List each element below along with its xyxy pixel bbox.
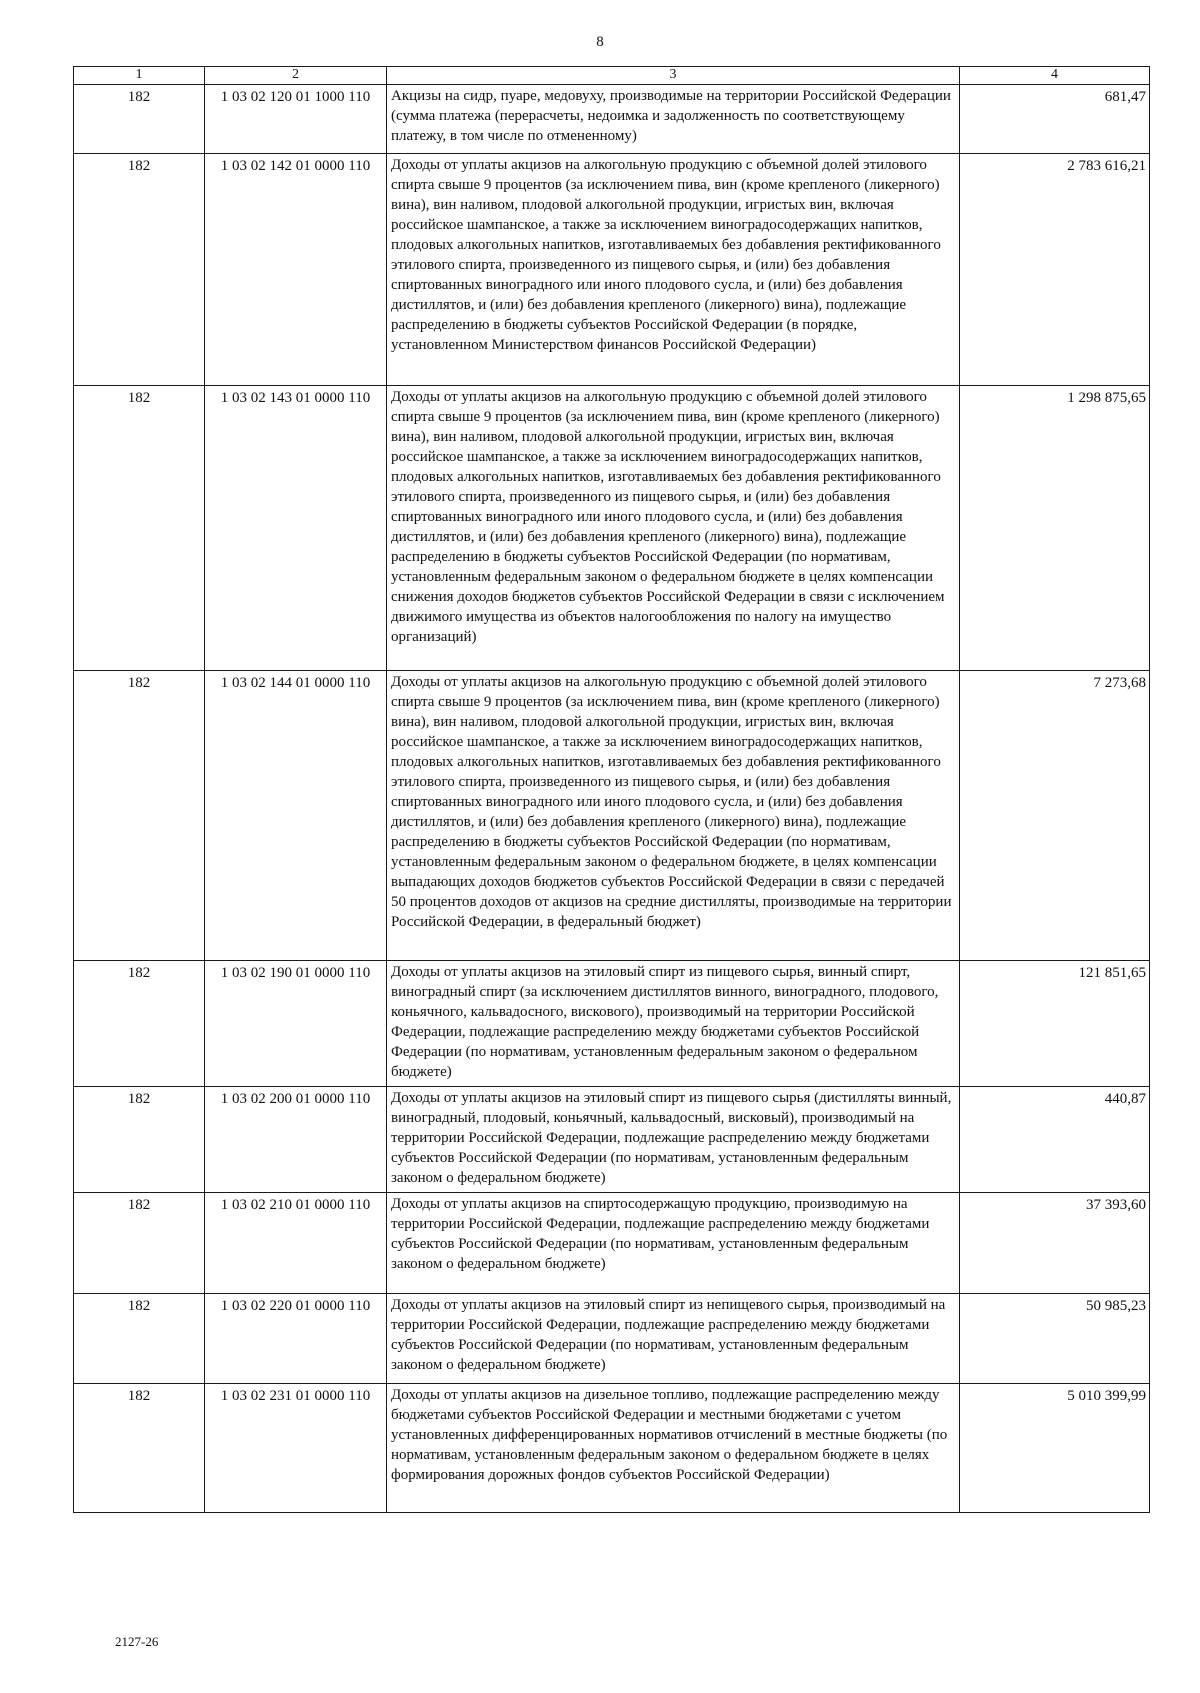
table-row (74, 1294, 1150, 1384)
admin-code-cell: 182 (74, 961, 205, 1087)
table-row (74, 671, 1150, 961)
description-cell: Доходы от уплаты акцизов на этиловый спирт из пищевого сырья, винный спирт, виноградный спирт (за исключением дистиллятов винного, виноградного, плодового, коньячного, кальвадосного, вискового), производимый на территории Российской Федерации, подлежащие распределению между бюджетами субъектов Российской Федерации (по нормативам, установленным федеральным законом о федеральном бюджете) (387, 961, 960, 1087)
admin-code-cell: 182 (74, 1294, 205, 1384)
admin-code-cell: 182 (74, 154, 205, 386)
admin-code-cell: 182 (74, 85, 205, 154)
column-header-1: 1 (74, 67, 205, 85)
description-cell: Доходы от уплаты акцизов на алкогольную продукцию с объемной долей этилового спирта свыше 9 процентов (за исключением пива, вин (кроме крепленого (ликерного) вина), вин наливом, плодовой алкогольной продукции, игристых вин, включая российское шампанское, а также за исключением виноградосодержащих напитков, плодовых алкогольных напитков, изготавливаемых без добавления ректификованного этилового спирта, произведенного из пищевого сырья, и (или) без добавления спиртованных виноградного или иного плодового сусла, и (или) без добавления дистиллятов, и (или) без добавления крепленого (ликерного) вина), подлежащие распределению в бюджеты субъектов Российской Федерации (по нормативам, установленным федеральным законом о федеральном бюджете в целях компенсации снижения доходов бюджетов субъектов Российской Федерации в связи с исключением движимого имущества из объектов налогообложения по налогу на имущество организаций) (387, 386, 960, 671)
table-header-row (74, 67, 1150, 85)
budget-code-cell: 1 03 02 190 01 0000 110 (205, 961, 387, 1087)
revenue-table (73, 66, 1150, 1513)
table-row (74, 1384, 1150, 1513)
table-row (74, 1193, 1150, 1294)
revenue-table-container (73, 66, 1149, 1513)
description-cell: Акцизы на сидр, пуаре, медовуху, производимые на территории Российской Федерации (сумма платежа (перерасчеты, недоимка и задолженность по соответствующему платежу, в том числе по отмененному) (387, 85, 960, 154)
description-cell: Доходы от уплаты акцизов на алкогольную продукцию с объемной долей этилового спирта свыше 9 процентов (за исключением пива, вин (кроме крепленого (ликерного) вина), вин наливом, плодовой алкогольной продукции, игристых вин, включая российское шампанское, а также за исключением виноградосодержащих напитков, плодовых алкогольных напитков, изготавливаемых без добавления ректификованного этилового спирта, произведенного из пищевого сырья, и (или) без добавления спиртованных виноградного или иного плодового сусла, и (или) без добавления дистиллятов, и (или) без добавления крепленого (ликерного) вина), подлежащие распределению в бюджеты субъектов Российской Федерации (по нормативам, установленным федеральным законом о федеральном бюджете, в целях компенсации выпадающих доходов бюджетов субъектов Российской Федерации в связи с передачей 50 процентов доходов от акцизов на средние дистилляты, производимые на территории Российской Федерации, в федеральный бюджет) (387, 671, 960, 961)
description-cell: Доходы от уплаты акцизов на алкогольную продукцию с объемной долей этилового спирта свыше 9 процентов (за исключением пива, вин (кроме крепленого (ликерного) вина), вин наливом, плодовой алкогольной продукции, игристых вин, включая российское шампанское, а также за исключением виноградосодержащих напитков, плодовых алкогольных напитков, изготавливаемых без добавления ректификованного этилового спирта, произведенного из пищевого сырья, и (или) без добавления спиртованных виноградного или иного плодового сусла, и (или) без добавления дистиллятов, и (или) без добавления крепленого (ликерного) вина), подлежащие распределению в бюджеты субъектов Российской Федерации (в порядке, установленном Министерством финансов Российской Федерации) (387, 154, 960, 386)
budget-code-cell: 1 03 02 142 01 0000 110 (205, 154, 387, 386)
amount-cell: 2 783 616,21 (960, 154, 1150, 386)
amount-cell: 681,47 (960, 85, 1150, 154)
page-number: 8 (596, 34, 604, 50)
amount-cell: 121 851,65 (960, 961, 1150, 1087)
budget-code-cell: 1 03 02 231 01 0000 110 (205, 1384, 387, 1513)
amount-cell: 7 273,68 (960, 671, 1150, 961)
amount-cell: 5 010 399,99 (960, 1384, 1150, 1513)
column-header-2: 2 (205, 67, 387, 85)
admin-code-cell: 182 (74, 671, 205, 961)
amount-cell: 440,87 (960, 1087, 1150, 1193)
table-row (74, 961, 1150, 1087)
admin-code-cell: 182 (74, 1087, 205, 1193)
budget-code-cell: 1 03 02 200 01 0000 110 (205, 1087, 387, 1193)
document-footer-code: 2127-26 (115, 1634, 159, 1649)
admin-code-cell: 182 (74, 386, 205, 671)
description-cell: Доходы от уплаты акцизов на этиловый спирт из непищевого сырья, производимый на территории Российской Федерации, подлежащие распределению между бюджетами субъектов Российской Федерации (по нормативам, установленным федеральным законом о федеральном бюджете) (387, 1294, 960, 1384)
description-cell: Доходы от уплаты акцизов на дизельное топливо, подлежащие распределению между бюджетами субъектов Российской Федерации и местными бюджетами с учетом установленных дифференцированных нормативов отчислений в местные бюджеты (по нормативам, установленным федеральным законом о федеральном бюджете в целях формирования дорожных фондов субъектов Российской Федерации) (387, 1384, 960, 1513)
table-row (74, 85, 1150, 154)
budget-code-cell: 1 03 02 210 01 0000 110 (205, 1193, 387, 1294)
table-row (74, 386, 1150, 671)
description-cell: Доходы от уплаты акцизов на этиловый спирт из пищевого сырья (дистилляты винный, виноградный, плодовый, коньячный, кальвадосный, висковый), производимый на территории Российской Федерации, подлежащие распределению между бюджетами субъектов Российской Федерации (по нормативам, установленным федеральным законом о федеральном бюджете) (387, 1087, 960, 1193)
admin-code-cell: 182 (74, 1193, 205, 1294)
amount-cell: 37 393,60 (960, 1193, 1150, 1294)
table-row (74, 1087, 1150, 1193)
description-cell: Доходы от уплаты акцизов на спиртосодержащую продукцию, производимую на территории Российской Федерации, подлежащие распределению между бюджетами субъектов Российской Федерации (по нормативам, установленным федеральным законом о федеральном бюджете) (387, 1193, 960, 1294)
table-row (74, 154, 1150, 386)
budget-code-cell: 1 03 02 220 01 0000 110 (205, 1294, 387, 1384)
budget-code-cell: 1 03 02 143 01 0000 110 (205, 386, 387, 671)
column-header-4: 4 (960, 67, 1150, 85)
amount-cell: 1 298 875,65 (960, 386, 1150, 671)
admin-code-cell: 182 (74, 1384, 205, 1513)
budget-code-cell: 1 03 02 144 01 0000 110 (205, 671, 387, 961)
column-header-3: 3 (387, 67, 960, 85)
budget-code-cell: 1 03 02 120 01 1000 110 (205, 85, 387, 154)
amount-cell: 50 985,23 (960, 1294, 1150, 1384)
